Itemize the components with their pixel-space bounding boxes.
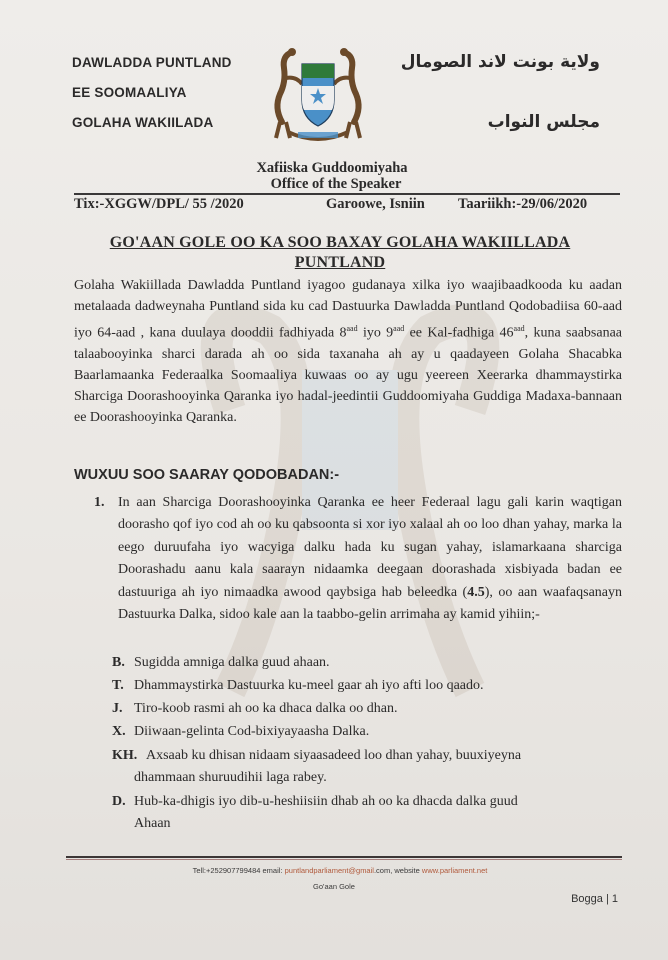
intro-sup-2: aad [393, 323, 405, 333]
footer-website-link[interactable]: www.parliament.net [421, 866, 488, 875]
subitem-key: T. [112, 678, 124, 693]
footer-doc-label: Go'aan Gole [313, 882, 355, 891]
footer-email-link[interactable]: puntlandparliament@gmail [284, 866, 374, 875]
reference-number: Tix:-XGGW/DPL/ 55 /2020 [74, 196, 244, 212]
subitem-t [112, 675, 612, 697]
section-heading: WUXUU SOO SAARAY QODOBADAN:- [74, 467, 340, 483]
intro-text-c: ee Kal-fadhiga 46 [404, 325, 514, 341]
office-somali: Xafiiska Guddoomiyaha [256, 160, 408, 176]
subitem-text: Tiro-koob rasmi ah oo ka dhaca dalka oo dhan. [134, 701, 398, 716]
subitem-key: B. [112, 655, 125, 670]
subitem-text-line-2: Ahaan [134, 816, 171, 831]
intro-text-a: Golaha Wakiillada Dawladda Puntland iyagoo gudanaya xilka iyo waajibaadkooda ku aadan metalaada dadweynaha Puntland sida ku cad Dastuurka Dawladda Puntland Qodobadiisa 60-aad iyo 64-aad , kana duulaya dooddii fadhiyada 8 [74, 278, 622, 341]
office-english: Office of the Speaker [270, 176, 402, 192]
footer-com-website: .com, website [373, 866, 420, 875]
subitem-key: KH. [112, 748, 138, 763]
header-left-line-1: DAWLADDA PUNTLAND [72, 55, 232, 70]
reference-place-day: Garoowe, Isniin [326, 196, 425, 212]
document-title-line-2: PUNTLAND [294, 254, 386, 271]
list-item-text [118, 492, 622, 626]
header-divider [74, 193, 620, 195]
subitem-text-line-1: Axsaab ku dhisan nidaam siyaasadeed loo dhan yahay, buuxiyeyna [146, 748, 522, 763]
puntland-emblem-icon [262, 38, 374, 150]
subitem-key: D. [112, 794, 126, 809]
intro-paragraph [74, 275, 622, 429]
subitem-text-line-2: dhammaan shuruudihii laga rabey. [134, 770, 327, 785]
subitem-x [112, 721, 612, 743]
footer-contact-line [6, 866, 668, 875]
list-item-number: 1. [94, 495, 105, 510]
intro-sup-1: aad [346, 323, 358, 333]
header-arabic-line-1: ولاية بونت لاند الصومال [400, 52, 600, 72]
document-title-line-1: GO'AAN GOLE OO KA SOO BAXAY GOLAHA WAKIILLADA [109, 234, 571, 251]
item1-text-b: ), oo aan waafaqsanayn Dastuurka Dalka, sidoo kale aan la taabbo-gelin arrimaha ay kamid yihiin;- [118, 584, 622, 623]
header-left-line-2: EE SOOMAALIYA [72, 85, 187, 100]
subitem-key: J. [112, 701, 123, 716]
subitem-text: Sugidda amniga dalka guud ahaan. [134, 655, 330, 670]
subitem-text: Diiwaan-gelinta Cod-bixiyayaasha Dalka. [134, 724, 370, 739]
footer-divider [66, 856, 622, 858]
item1-text-a: In aan Sharciga Doorashooyinka Qaranka ee heer Federaal lagu gali karin waqtigan doorasho qof iyo cod ah oo ku qabsoonta si xor iyo xalaal ah oo loo dhan yahay, marka la eego duruufaha iyo wacyiga dalku hada ku sugan yahay, islamarkaana sharciga Doorashadu aanu kala saarayn nidaamka deegaan doorashada xisbiyada badan ee dastuuriga ah iyo nimaadka awood qaybsiga hab beleedka ( [118, 495, 622, 600]
intro-text-b: iyo 9 [357, 325, 394, 341]
subitem-text-line-1: Hub-ka-dhigis iyo dib-u-heshiisiin dhab ah oo ka dhacda dalka guud [134, 794, 518, 809]
subitem-text: Dhammaystirka Dastuurka ku-meel gaar ah iyo afti loo qaado. [134, 678, 484, 693]
footer-divider-accent [66, 859, 622, 860]
footer-tell: Tell:+252907799484 email: [192, 866, 283, 875]
subitem-key: X. [112, 724, 126, 739]
subitem-b [112, 652, 612, 674]
header-left-block [72, 56, 232, 146]
subitem-kh [112, 745, 612, 789]
list-item-1 [94, 492, 622, 626]
reference-date: Taariikh:-29/06/2020 [458, 196, 588, 212]
header-left-line-3: GOLAHA WAKIILADA [72, 115, 214, 130]
subitem-j [112, 698, 612, 720]
item1-text-bold: 4.5 [467, 584, 485, 600]
header-arabic-line-2: مجلس النواب [487, 112, 600, 132]
page-number: Bogga | 1 [571, 893, 618, 905]
intro-sup-3: aad [513, 323, 525, 333]
subitem-d [112, 791, 612, 835]
intro-text-d: , kuna saabsanaa talaabooyinka sharci darada ah oo sida taxanaha ah ay u qaadayeen Golaha Shacabka Baarlamaanka Federaalka Soomaaliya kuwaas oo ay ugu yeereen Xeerarka dhammaystirka Sharciga Doorashooyinka Qaranka iyo hadal-jeedintii Guddoomiyaha Guddiga Madaxa-bannaan ee Doorashooyinka Qaranka. [74, 325, 622, 426]
